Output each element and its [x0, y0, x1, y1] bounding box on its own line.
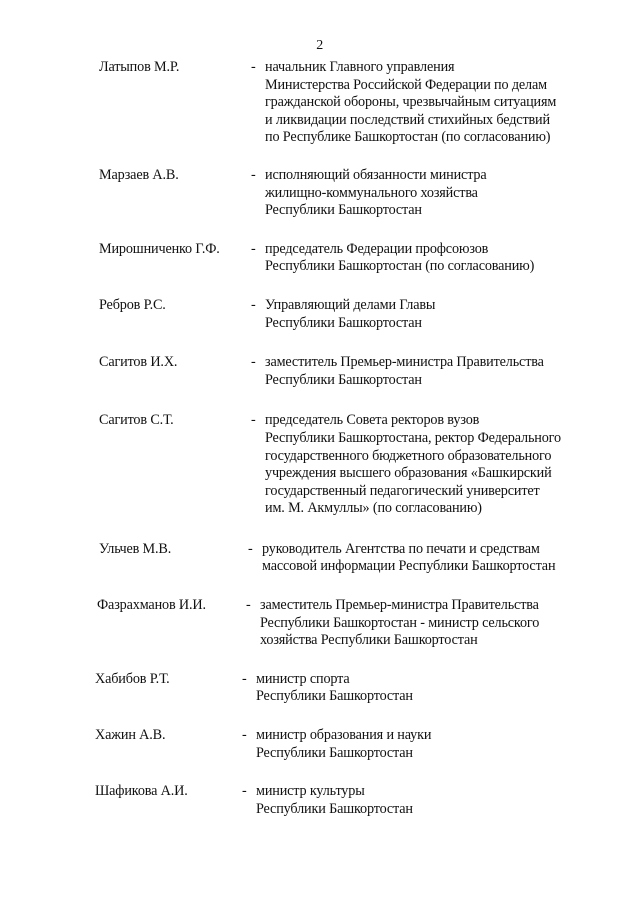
member-position [256, 671, 609, 706]
member-name: Ульчев М.В. [99, 540, 172, 557]
position-line: министр спорта [256, 670, 350, 687]
dash-separator: - [242, 727, 247, 744]
position-line: Республики Башкортостана, ректор Федерального [265, 429, 561, 446]
member-name: Сагитов С.Т. [99, 412, 174, 429]
list-item [95, 670, 609, 706]
list-item [95, 727, 609, 762]
position-line: Республики Башкортостан [256, 800, 413, 817]
dash-separator: - [251, 166, 256, 183]
member-position [265, 412, 609, 518]
position-line: Республики Башкортостан [256, 688, 413, 705]
position-line: начальник Главного управления [265, 59, 455, 75]
position-line: Министерства Российской Федерации по делам [265, 76, 547, 93]
dash-separator: - [242, 783, 247, 800]
member-name: Фазрахманов И.И. [97, 597, 206, 614]
position-line: Республики Башкортостан [265, 371, 422, 388]
position-line: руководитель Агентства по печати и средствам [262, 540, 540, 557]
position-line: им. М. Акмуллы» (по согласованию) [265, 500, 482, 517]
position-line: министр образования и науки [256, 727, 432, 744]
list-item [99, 167, 609, 220]
position-line: Республики Башкортостан [265, 202, 422, 219]
member-list [95, 59, 609, 818]
member-name: Мирошниченко Г.Ф. [99, 240, 220, 257]
list-item [99, 541, 609, 576]
position-line: и ликвидации последствий стихийных бедствий [265, 111, 550, 128]
position-line: Управляющий делами Главы [265, 296, 436, 313]
position-line: хозяйства Республики Башкортостан [260, 632, 478, 649]
position-line: председатель Совета ректоров вузов [265, 412, 480, 429]
dash-separator: - [248, 540, 253, 557]
position-line: Республики Башкортостан - министр сельского [260, 614, 540, 631]
member-name: Марзаев А.В. [99, 166, 179, 183]
dash-separator: - [251, 296, 256, 313]
list-item [99, 241, 609, 276]
position-line: гражданской обороны, чрезвычайным ситуациям [265, 94, 557, 111]
member-position [256, 783, 609, 818]
member-position [256, 727, 609, 762]
dash-separator: - [251, 354, 256, 371]
dash-separator: - [251, 59, 256, 75]
member-position [262, 541, 609, 576]
member-position [265, 354, 609, 389]
member-name: Латыпов М.Р. [99, 59, 180, 75]
member-name: Хабибов Р.Т. [95, 670, 170, 687]
position-line: Республики Башкортостан [265, 314, 422, 331]
position-line: заместитель Премьер-министра Правительства [265, 354, 544, 371]
member-position [265, 241, 609, 276]
member-position [265, 297, 609, 332]
dash-separator: - [251, 412, 256, 429]
list-item [95, 783, 609, 818]
position-line: жилищно-коммунального хозяйства [265, 184, 478, 201]
member-name: Шафикова А.И. [95, 783, 188, 800]
member-position [260, 597, 609, 650]
dash-separator: - [242, 670, 247, 687]
position-line: по Республике Башкортостан (по согласованию) [265, 129, 551, 146]
position-line: председатель Федерации профсоюзов [265, 240, 489, 257]
position-line: исполняющий обязанности министра [265, 166, 487, 183]
position-line: заместитель Премьер-министра Правительства [260, 597, 539, 614]
list-item [99, 297, 609, 332]
page-number: 2 [316, 38, 324, 53]
member-position [265, 167, 609, 220]
dash-separator: - [251, 240, 256, 257]
position-line: Республики Башкортостан [256, 744, 413, 761]
list-item [99, 354, 609, 389]
member-name: Хажин А.В. [95, 727, 166, 744]
position-line: учреждения высшего образования «Башкирский [265, 465, 552, 482]
list-item [99, 412, 609, 518]
member-name: Ребров Р.С. [99, 296, 166, 313]
list-item [99, 59, 609, 147]
position-line: массовой информации Республики Башкортостан [262, 558, 556, 575]
position-line: государственный педагогический университет [265, 482, 540, 499]
dash-separator: - [246, 597, 251, 614]
member-position [265, 59, 609, 147]
position-line: Республики Башкортостан (по согласованию) [265, 258, 535, 275]
member-name: Сагитов И.Х. [99, 354, 178, 371]
position-line: государственного бюджетного образовательного [265, 447, 552, 464]
list-item [99, 597, 609, 650]
position-line: министр культуры [256, 783, 365, 800]
